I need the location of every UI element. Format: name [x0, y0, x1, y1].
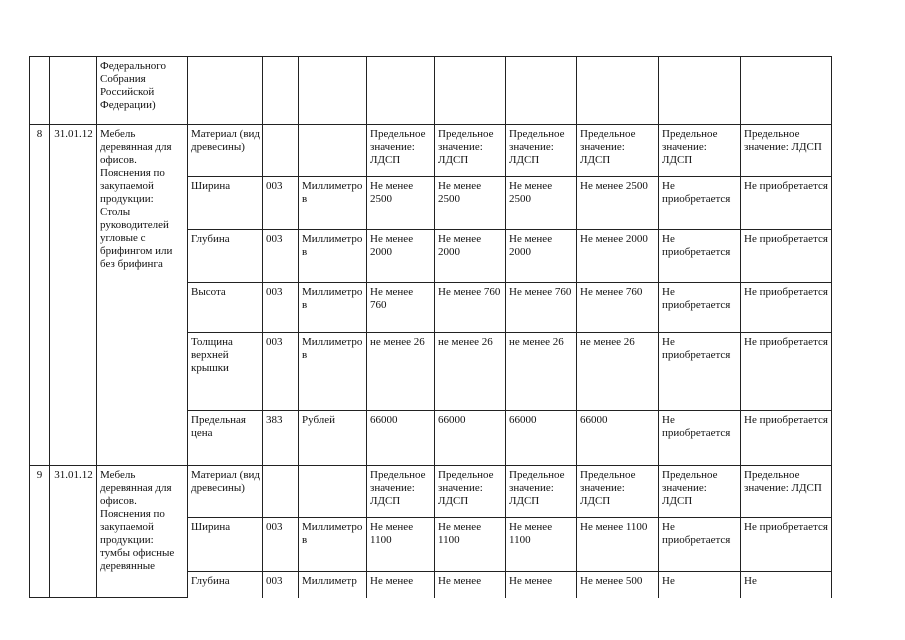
- value-6: Не приобретается: [741, 177, 832, 230]
- value-2: Не менее 2500: [435, 177, 506, 230]
- unit-name: Миллиметров: [299, 283, 367, 333]
- cell-name: Федерального Собрания Российской Федерации): [97, 57, 188, 125]
- cell-v6: [741, 57, 832, 125]
- okei-code: 003: [263, 333, 299, 411]
- value-3: Не менее 2000: [506, 230, 577, 283]
- value-1: Не менее: [367, 572, 435, 598]
- cell-v2: [435, 57, 506, 125]
- value-1: не менее 26: [367, 333, 435, 411]
- char-name: Глубина: [188, 230, 263, 283]
- value-2: Предельное значение: ЛДСП: [435, 125, 506, 177]
- value-4: не менее 26: [577, 333, 659, 411]
- value-4: Не менее 2500: [577, 177, 659, 230]
- cell-num: [30, 57, 50, 125]
- value-1: Предельное значение: ЛДСП: [367, 125, 435, 177]
- value-6: Не: [741, 572, 832, 598]
- value-6: Предельное значение: ЛДСП: [741, 466, 832, 518]
- cell-okei: [263, 57, 299, 125]
- value-5: Не приобретается: [659, 230, 741, 283]
- value-4: 66000: [577, 411, 659, 466]
- value-4: Не менее 760: [577, 283, 659, 333]
- okei-code: 383: [263, 411, 299, 466]
- unit-name: Миллиметр: [299, 572, 367, 598]
- char-name: Глубина: [188, 572, 263, 598]
- value-1: Не менее 2500: [367, 177, 435, 230]
- char-name: Ширина: [188, 177, 263, 230]
- value-5: Не приобретается: [659, 283, 741, 333]
- table-row-continuation: [30, 57, 832, 125]
- value-6: Не приобретается: [741, 283, 832, 333]
- table-row: [30, 125, 832, 177]
- char-name: Толщина верхней крышки: [188, 333, 263, 411]
- value-6: Предельное значение: ЛДСП: [741, 125, 832, 177]
- okei-code: 003: [263, 572, 299, 598]
- unit-name: Миллиметров: [299, 333, 367, 411]
- okei-code: [263, 466, 299, 518]
- value-2: Не менее 2000: [435, 230, 506, 283]
- value-5: Не приобретается: [659, 333, 741, 411]
- unit-name: Миллиметров: [299, 230, 367, 283]
- value-5: Не приобретается: [659, 411, 741, 466]
- requirements-table: [29, 56, 832, 598]
- value-4: Не менее 1100: [577, 518, 659, 572]
- unit-name: [299, 466, 367, 518]
- cell-v1: [367, 57, 435, 125]
- okei-code: 003: [263, 230, 299, 283]
- value-4: Предельное значение: ЛДСП: [577, 466, 659, 518]
- value-2: Не менее 1100: [435, 518, 506, 572]
- value-4: Не менее 500: [577, 572, 659, 598]
- value-2: не менее 26: [435, 333, 506, 411]
- cell-v3: [506, 57, 577, 125]
- value-5: Не приобретается: [659, 177, 741, 230]
- value-2: 66000: [435, 411, 506, 466]
- value-3: Не менее 1100: [506, 518, 577, 572]
- value-1: Не менее 760: [367, 283, 435, 333]
- value-5: Предельное значение: ЛДСП: [659, 466, 741, 518]
- value-3: 66000: [506, 411, 577, 466]
- row-number: 9: [30, 466, 50, 598]
- value-6: Не приобретается: [741, 333, 832, 411]
- value-3: Предельное значение: ЛДСП: [506, 125, 577, 177]
- product-name: Мебель деревянная для офисов. Пояснения по закупаемой продукции: тумбы офисные деревянные: [97, 466, 188, 598]
- char-name: Материал (вид древесины): [188, 125, 263, 177]
- char-name: Материал (вид древесины): [188, 466, 263, 518]
- okei-code: 003: [263, 518, 299, 572]
- product-name: Мебель деревянная для офисов. Пояснения по закупаемой продукции: Столы руководителей угловые с брифингом или без брифинга: [97, 125, 188, 466]
- okei-code: [263, 125, 299, 177]
- value-2: Не менее: [435, 572, 506, 598]
- row-number: 8: [30, 125, 50, 466]
- value-5: Не: [659, 572, 741, 598]
- unit-name: Рублей: [299, 411, 367, 466]
- table-row: [30, 466, 832, 518]
- cell-v5: [659, 57, 741, 125]
- value-1: Предельное значение: ЛДСП: [367, 466, 435, 518]
- value-3: не менее 26: [506, 333, 577, 411]
- value-4: Предельное значение: ЛДСП: [577, 125, 659, 177]
- unit-name: Миллиметров: [299, 518, 367, 572]
- cell-char: [188, 57, 263, 125]
- okpd-code: 31.01.12: [50, 466, 97, 598]
- cell-code: [50, 57, 97, 125]
- value-6: Не приобретается: [741, 518, 832, 572]
- value-1: Не менее 1100: [367, 518, 435, 572]
- value-1: 66000: [367, 411, 435, 466]
- char-name: Предельная цена: [188, 411, 263, 466]
- okei-code: 003: [263, 177, 299, 230]
- value-6: Не приобретается: [741, 230, 832, 283]
- value-3: Не менее 760: [506, 283, 577, 333]
- cell-unit: [299, 57, 367, 125]
- cell-v4: [577, 57, 659, 125]
- value-3: Предельное значение: ЛДСП: [506, 466, 577, 518]
- value-2: Предельное значение: ЛДСП: [435, 466, 506, 518]
- value-6: Не приобретается: [741, 411, 832, 466]
- okpd-code: 31.01.12: [50, 125, 97, 466]
- value-5: Не приобретается: [659, 518, 741, 572]
- char-name: Высота: [188, 283, 263, 333]
- value-1: Не менее 2000: [367, 230, 435, 283]
- value-3: Не менее: [506, 572, 577, 598]
- char-name: Ширина: [188, 518, 263, 572]
- value-5: Предельное значение: ЛДСП: [659, 125, 741, 177]
- value-4: Не менее 2000: [577, 230, 659, 283]
- value-3: Не менее 2500: [506, 177, 577, 230]
- unit-name: [299, 125, 367, 177]
- okei-code: 003: [263, 283, 299, 333]
- unit-name: Миллиметров: [299, 177, 367, 230]
- value-2: Не менее 760: [435, 283, 506, 333]
